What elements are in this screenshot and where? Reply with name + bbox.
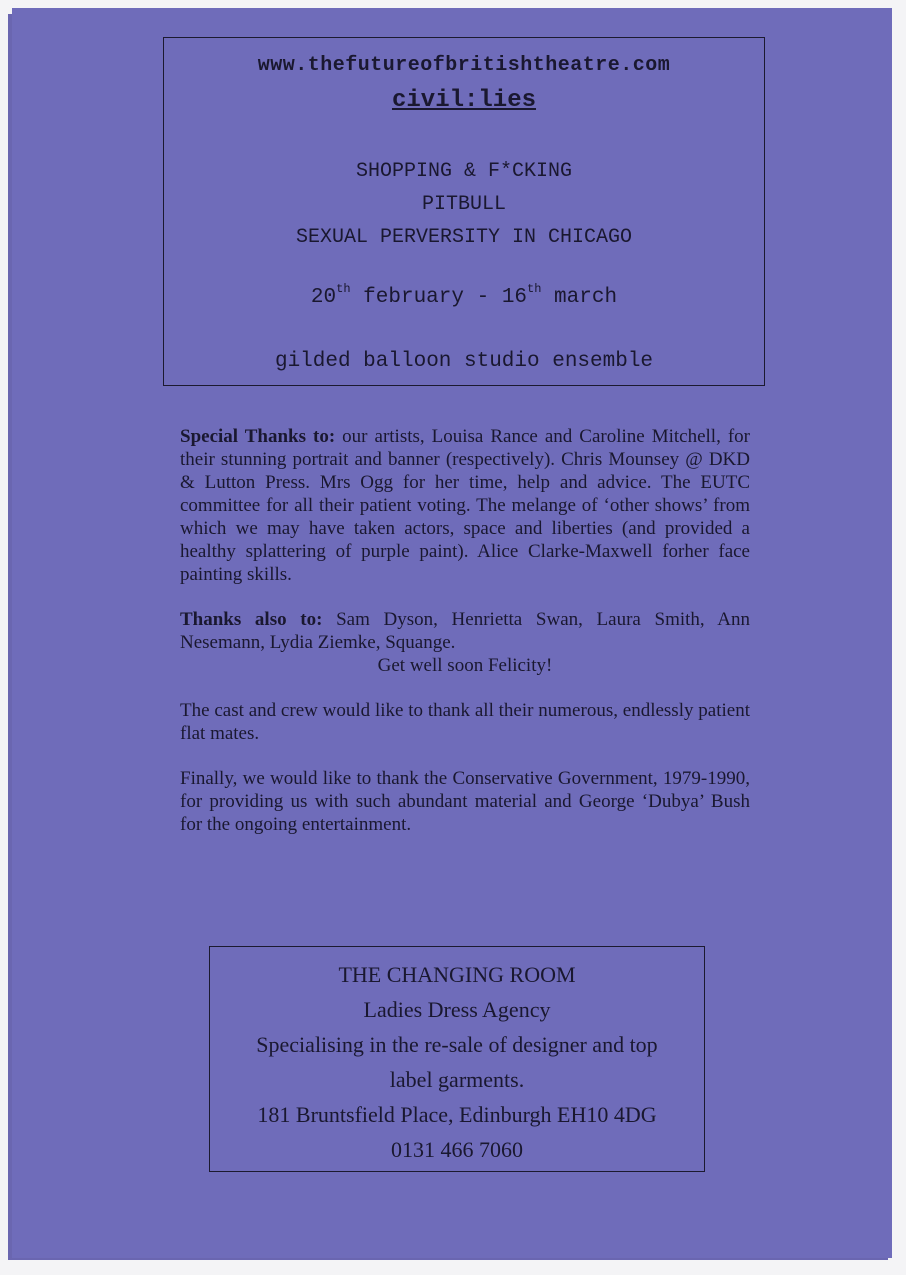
- special-thanks-text: our artists, Louisa Rance and Caroline Mitchell, for their stunning portrait and banner (respectively). Chris Mounsey @ DKD & Lutton Press. Mrs Ogg for her time, help and advice. The EUTC committee for all their patient voting. The melange of ‘other shows’ from which we may have taken actors, space and liberties (and provided a healthy splattering of purple paint). Alice Clarke-Maxwell forher face painting skills.: [180, 426, 750, 585]
- end-suffix: th: [527, 282, 542, 296]
- advert-description-line1: Specialising in the re-sale of designer and top: [256, 1032, 658, 1057]
- start-month: february: [363, 286, 464, 309]
- get-well-message: Get well soon Felicity!: [377, 655, 553, 676]
- play-title: SEXUAL PERVERSITY IN CHICAGO: [295, 226, 633, 249]
- start-suffix: th: [336, 282, 351, 296]
- thanks-also-text: Sam Dyson, Henrietta Swan, Laura Smith, Ann Nesemann, Lydia Ziemke, Squange.: [180, 609, 750, 653]
- play-title: PITBULL: [421, 193, 506, 216]
- plays-list: [164, 155, 764, 254]
- special-thanks-label: Special Thanks to:: [180, 426, 336, 447]
- advert-box: [209, 946, 705, 1172]
- advert-name: THE CHANGING ROOM: [338, 962, 576, 987]
- cast-crew-paragraph: The cast and crew would like to thank all their numerous, endlessly patient flat mates.: [180, 700, 750, 744]
- website-url: www.thefutureofbritishtheatre.com: [257, 54, 671, 77]
- special-thanks-paragraph: [180, 425, 750, 586]
- advert-description-line2: label garments.: [389, 1067, 525, 1092]
- programme-page: [12, 8, 892, 1258]
- advert-address: 181 Bruntsfield Place, Edinburgh EH10 4DG: [257, 1102, 657, 1127]
- venue-name: gilded balloon studio ensemble: [274, 350, 654, 373]
- run-dates: [164, 282, 764, 309]
- advert-phone: 0131 466 7060: [391, 1137, 523, 1162]
- start-day: 20: [310, 286, 337, 309]
- date-separator: -: [476, 286, 490, 309]
- end-day: 16: [501, 286, 528, 309]
- thanks-also-label: Thanks also to:: [180, 609, 323, 630]
- company-name: civil:lies: [391, 87, 537, 114]
- thanks-also-paragraph: [180, 608, 750, 677]
- play-title: SHOPPING & F*CKING: [355, 160, 573, 183]
- show-info-box: [163, 37, 765, 386]
- advert-tagline: Ladies Dress Agency: [363, 997, 551, 1022]
- final-thanks-paragraph: Finally, we would like to thank the Conservative Government, 1979-1990, for providing us with such abundant material and George ‘Dubya’ Bush for the ongoing entertainment.: [180, 768, 750, 835]
- thanks-section: [180, 425, 750, 858]
- end-month: march: [554, 286, 618, 309]
